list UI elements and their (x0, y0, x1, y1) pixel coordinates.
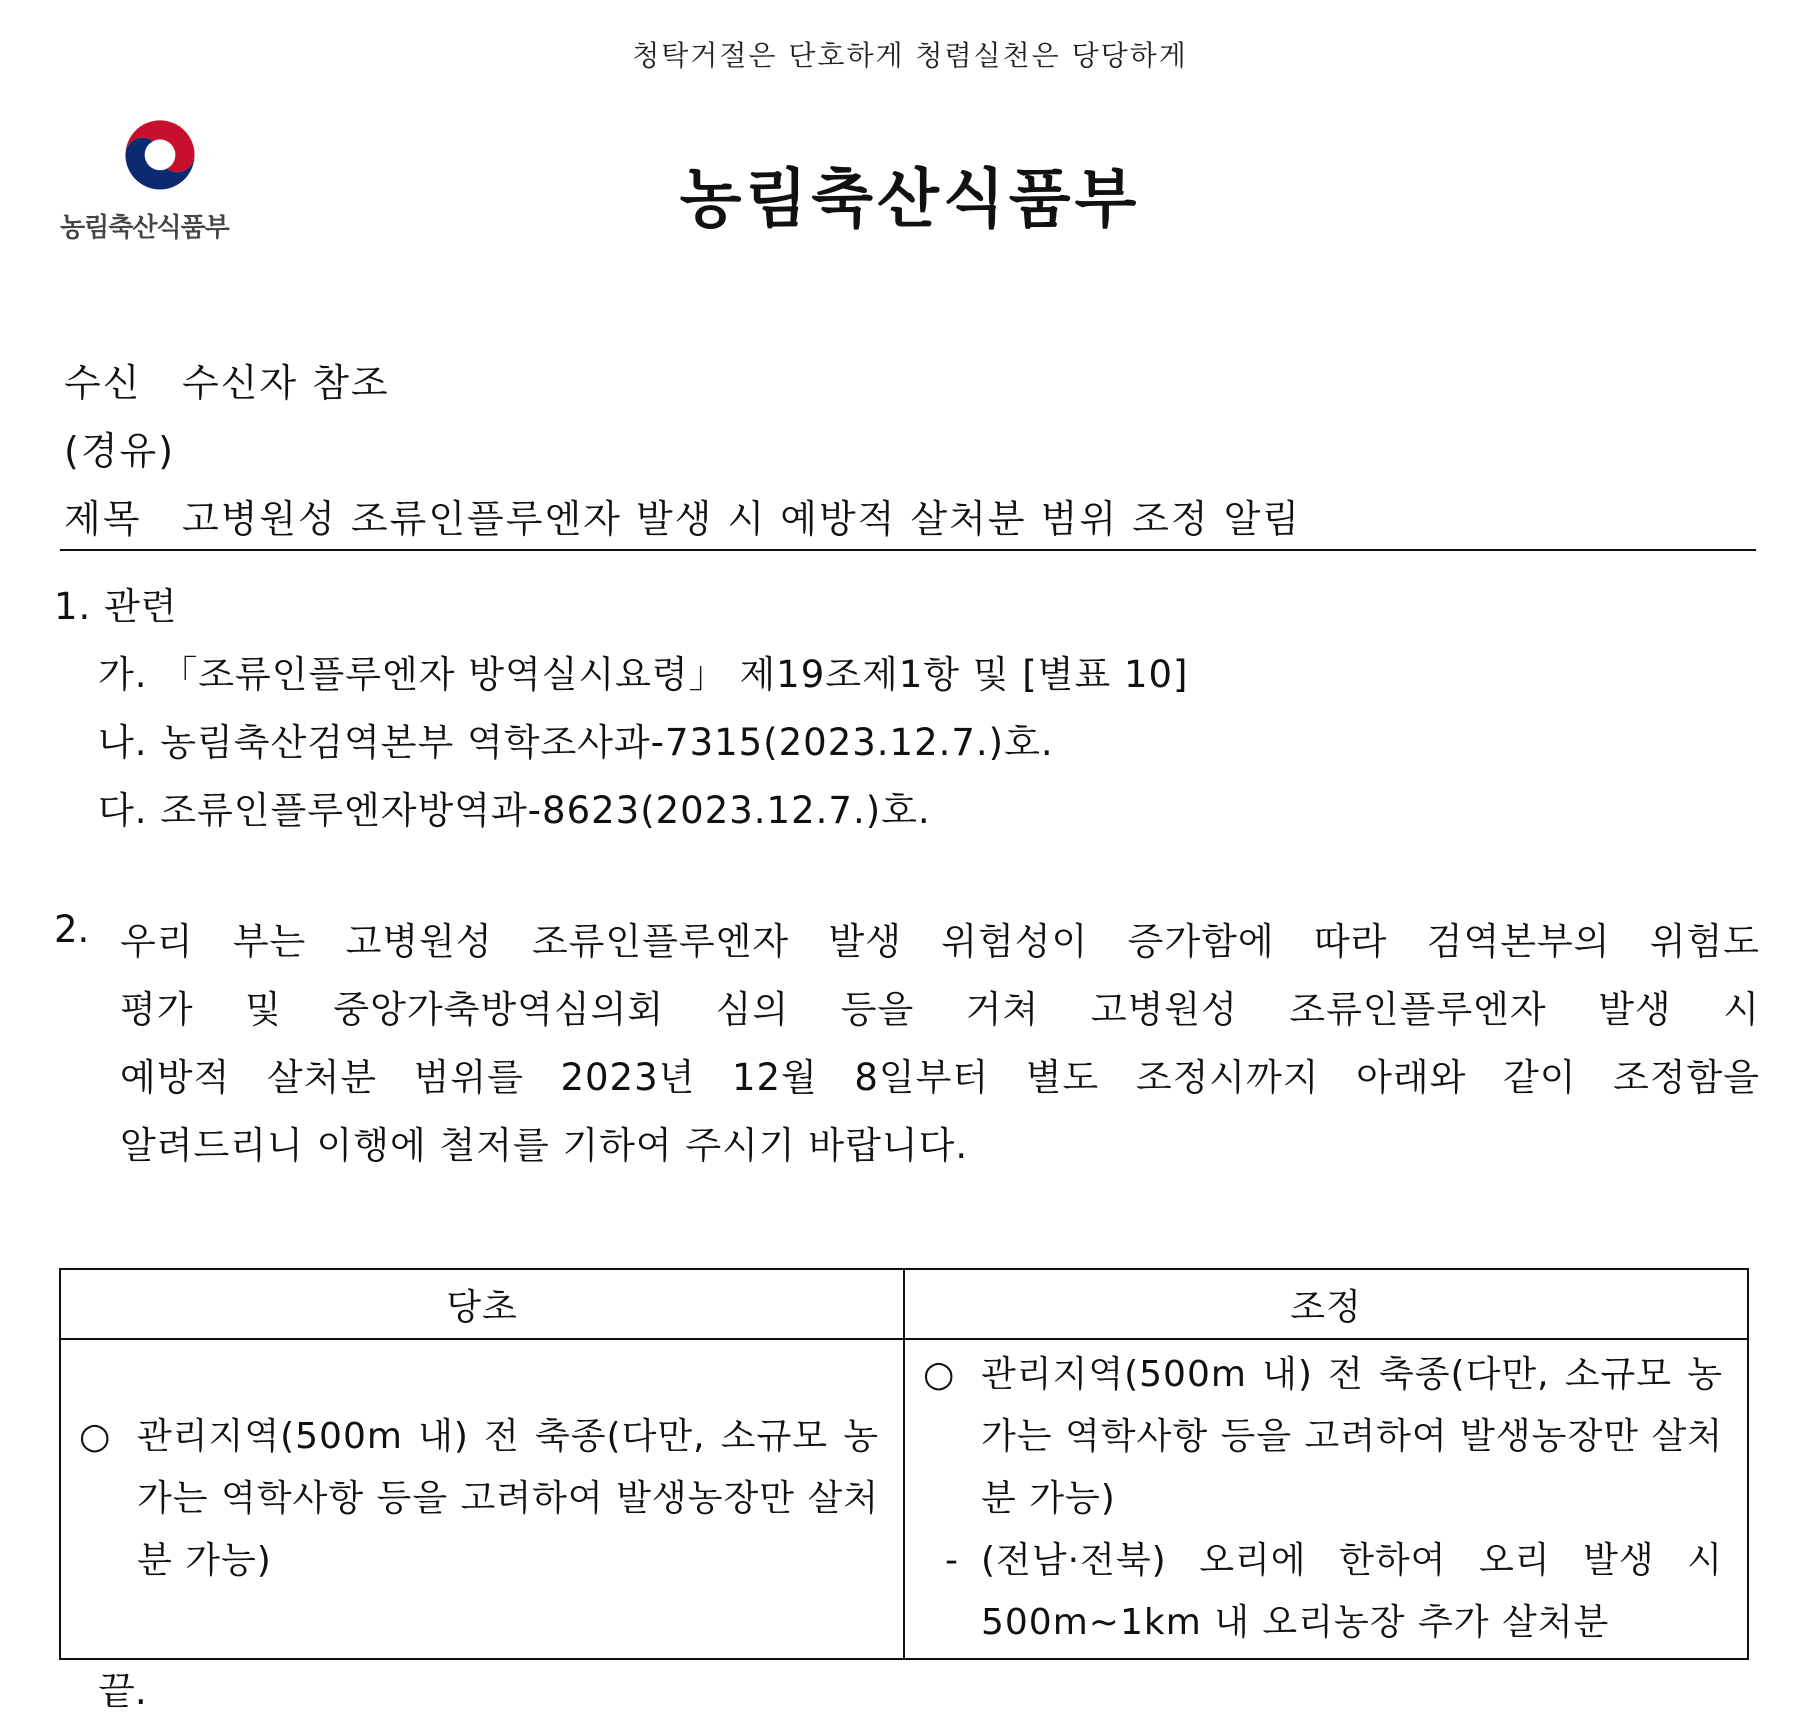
section1-title: 1. 관련 (54, 585, 178, 628)
reference-item-na: 나. 농림축산검역본부 역학조사과-7315(2023.12.7.)호. (98, 721, 1054, 764)
header-divider (60, 549, 1756, 551)
ministry-title: 농림축산식품부 (679, 163, 1141, 237)
table-header-row (60, 1269, 1748, 1339)
circle-bullet-icon: ○ (923, 1354, 956, 1395)
after-bullet (923, 1344, 1723, 1530)
subject-value: 고병원성 조류인플루엔자 발생 시 예방적 살처분 범위 조정 알림 (182, 497, 1302, 541)
after-text: 관리지역(500m 내) 전 축종(다만, 소규모 농가는 역학사항 등을 고려하여 발생농장만 살처분 가능) (981, 1354, 1723, 1519)
section2-line-2: 평가 및 중앙가축방역심의회 심의 등을 거쳐 고병원성 조류인플루엔자 발생 시 (120, 988, 1760, 1031)
circle-bullet-icon: ○ (79, 1416, 112, 1457)
section2-line-3: 예방적 살처분 범위를 2023년 12월 8일부터 별도 조정시까지 아래와 같이 조정함을 (120, 1056, 1760, 1099)
reference-item-da: 다. 조류인플루엔자방역과-8623(2023.12.7.)호. (98, 789, 931, 832)
recipient-value: 수신자 참조 (182, 361, 390, 405)
reference-item-ga: 가. 「조류인플루엔자 방역실시요령」 제19조제1항 및 [별표 10] (98, 653, 1189, 696)
recipient-label: 수신 (64, 361, 142, 405)
before-text: 관리지역(500m 내) 전 축종(다만, 소규모 농가는 역학사항 등을 고려하여 발생농장만 살처분 가능) (137, 1416, 879, 1581)
recipient-row (64, 352, 390, 407)
via-row: (경유) (64, 429, 176, 473)
header-after: 조정 (904, 1269, 1748, 1339)
section2-number: 2. (54, 908, 90, 951)
dash-bullet-icon: - (945, 1540, 959, 1581)
section2-line-1: 우리 부는 고병원성 조류인플루엔자 발생 위험성이 증가함에 따라 검역본부의 위험도 (120, 920, 1760, 963)
section2-line-4: 알려드리니 이행에 철저를 기하여 주시기 바랍니다. (120, 1124, 969, 1167)
before-bullet (79, 1406, 879, 1592)
slogan: 청탁거절은 단호하게 청렴실천은 당당하게 (632, 39, 1188, 72)
logo-text: 농림축산식품부 (60, 213, 229, 243)
subject-row (64, 488, 1301, 543)
header-before: 당초 (60, 1269, 904, 1339)
comparison-table (59, 1268, 1749, 1660)
after-sub-text: (전남·전북) 오리에 한하여 오리 발생 시 500m~1km 내 오리농장 추가 살처분 (981, 1540, 1723, 1643)
after-sub-bullet (923, 1530, 1723, 1654)
cell-after (904, 1339, 1748, 1659)
table-row (60, 1339, 1748, 1659)
end-mark: 끝. (98, 1669, 147, 1713)
cell-before (60, 1339, 904, 1659)
subject-label: 제목 (64, 497, 142, 541)
